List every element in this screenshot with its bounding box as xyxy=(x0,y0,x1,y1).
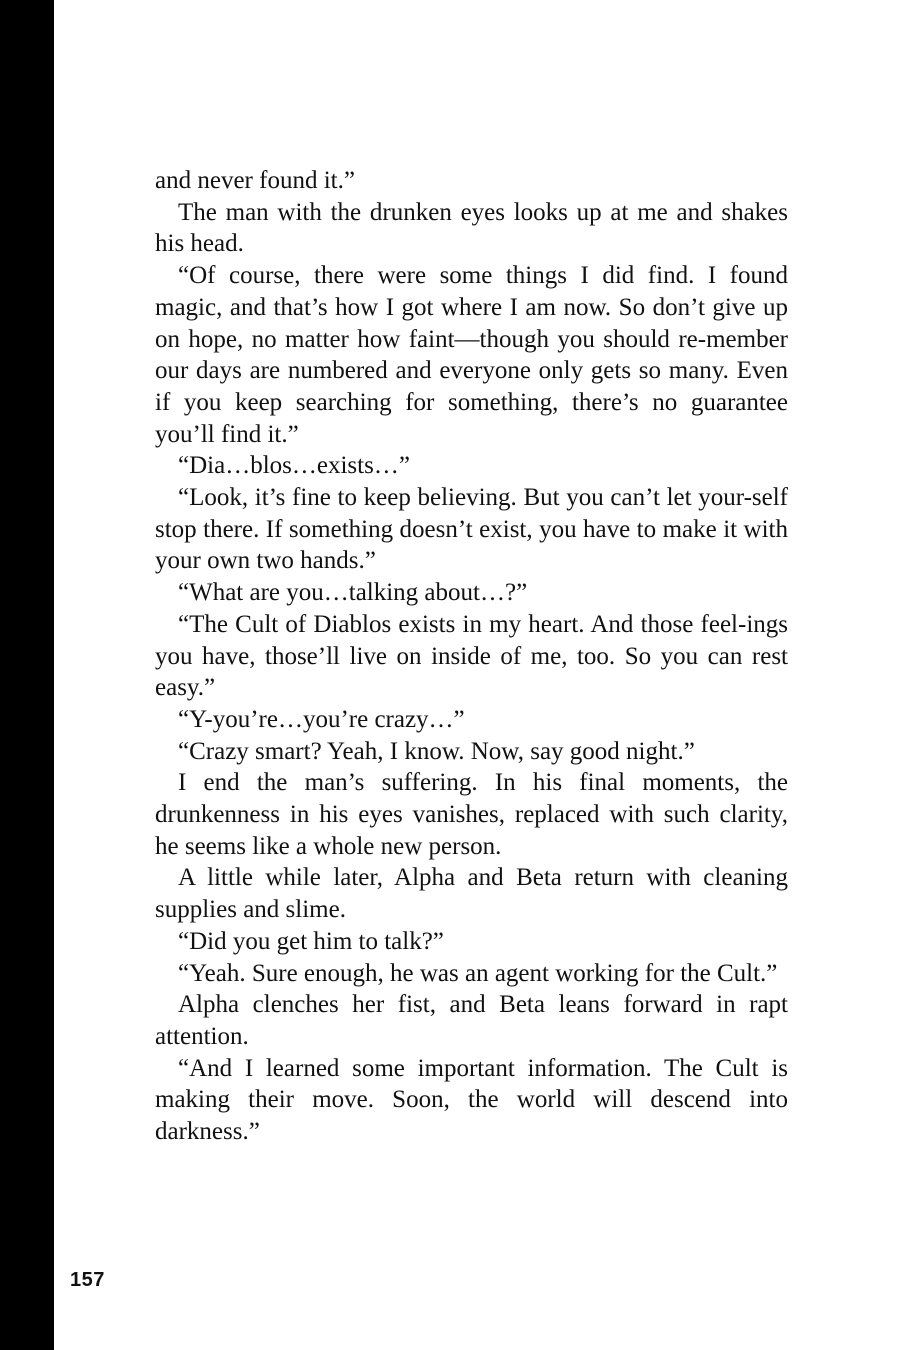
paragraph: “Y-you’re…you’re crazy…” xyxy=(178,705,465,733)
paragraph: “Did you get him to talk?” xyxy=(178,927,444,955)
paragraph: Alpha clenches her fist, and Beta leans forward in rapt attention. xyxy=(155,991,788,1050)
paragraph: I end the man’s suffering. In his final moments, the drunkenness in his eyes vanishes, replaced with such clarity, he seems like a whole new person. xyxy=(155,769,788,860)
paragraph: “Look, it’s fine to keep believing. But you can’t let your-self stop there. If something doesn’t exist, you have to make it with your own two hands.” xyxy=(155,484,788,575)
paragraph: “And I learned some important information. The Cult is making their move. Soon, the world will descend into darkness.” xyxy=(155,1054,788,1146)
paragraph: “The Cult of Diablos exists in my heart. And those feel-ings you have, those’ll live on inside of me, too. So you can rest easy.” xyxy=(155,610,788,702)
paragraph: and never found it.” xyxy=(155,167,355,194)
page-body-text xyxy=(155,165,788,1148)
book-spine-edge xyxy=(0,0,54,1350)
paragraph: “What are you…talking about…?” xyxy=(178,579,528,607)
page-number: 157 xyxy=(70,1269,105,1291)
paragraph: “Crazy smart? Yeah, I know. Now, say good night.” xyxy=(178,737,695,765)
paragraph: “Of course, there were some things I did find. I found magic, and that’s how I got where I am now. So don’t give up on hope, no matter how faint—though you should re-member our days are numbered and everyone only gets so many. Even if you keep searching for something, there’s no guarantee you’ll find it.” xyxy=(155,262,788,448)
paragraph: “Yeah. Sure enough, he was an agent working for the Cult.” xyxy=(178,959,778,987)
paragraph: A little while later, Alpha and Beta return with cleaning supplies and slime. xyxy=(155,864,788,924)
paragraph: “Dia…blos…exists…” xyxy=(178,452,410,480)
paragraph: The man with the drunken eyes looks up at me and shakes his head. xyxy=(155,198,788,258)
